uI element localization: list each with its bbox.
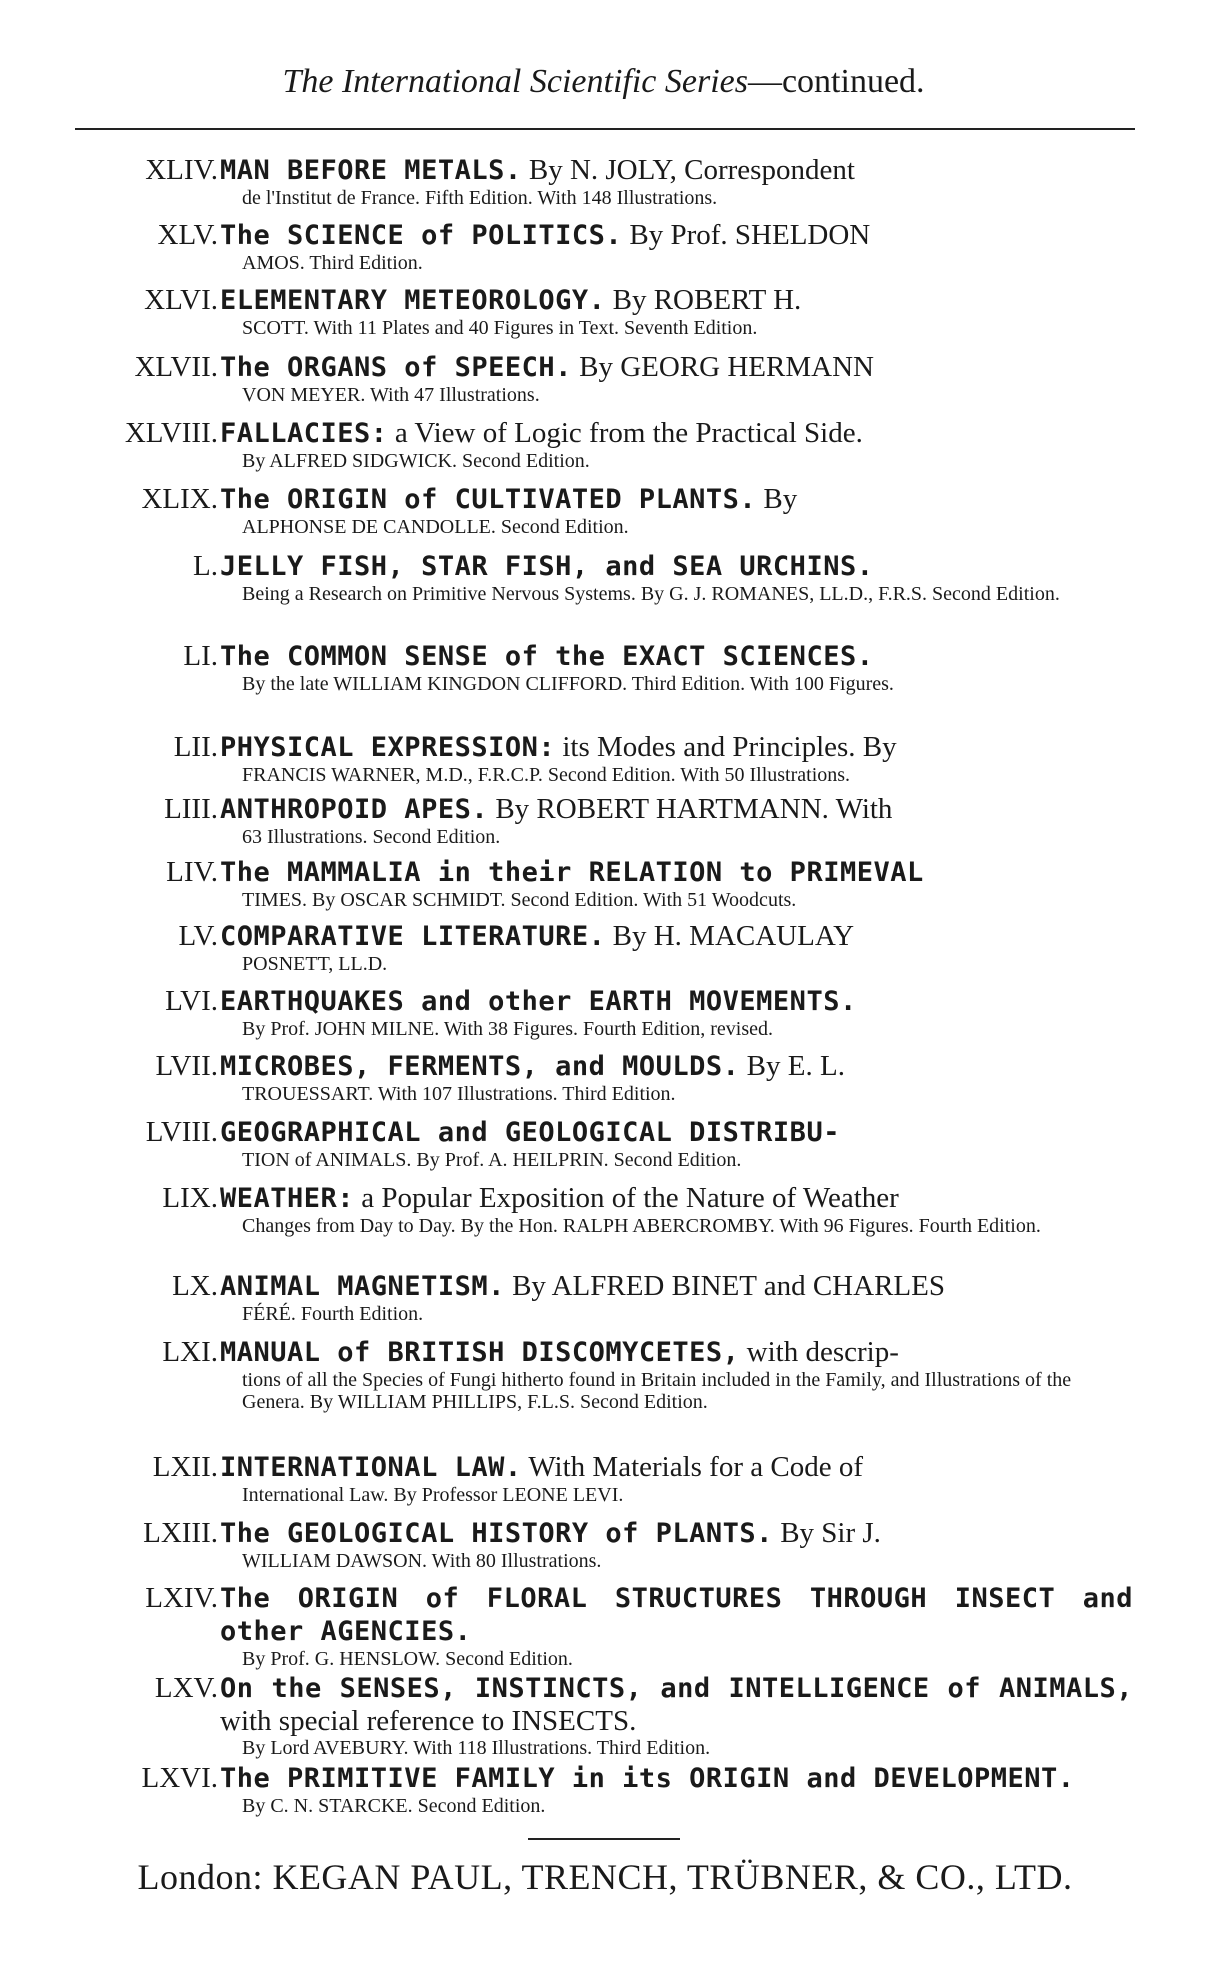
book-details: By the late WILLIAM KINGDON CLIFFORD. Third Edition. With 100 Figures. — [242, 673, 894, 695]
top-rule — [75, 128, 1135, 130]
book-title: The MAMMALIA in their RELATION to PRIMEVAL — [220, 857, 924, 888]
publisher-imprint: London: KEGAN PAUL, TRENCH, TRÜBNER, & CO., LTD. — [137, 1857, 1073, 1897]
volume-number: LXIV. — [145, 1582, 218, 1614]
book-author-line: with descrip- — [739, 1336, 899, 1368]
book-author-line: By ROBERT HARTMANN. With — [488, 793, 893, 825]
book-author-line: By GEORG HERMANN — [571, 351, 874, 383]
book-details: WILLIAM DAWSON. With 80 Illustrations. — [242, 1550, 602, 1572]
book-details: VON MEYER. With 47 Illustrations. — [242, 384, 540, 406]
book-details: FRANCIS WARNER, M.D., F.R.C.P. Second Edition. With 50 Illustrations. — [242, 764, 851, 786]
book-author-line: By H. MACAULAY — [605, 920, 855, 952]
volume-number: LXVI. — [141, 1762, 218, 1794]
book-details: 63 Illustrations. Second Edition. — [242, 826, 501, 848]
book-title: GEOGRAPHICAL and GEOLOGICAL DISTRIBU- — [220, 1117, 840, 1148]
book-title: ANTHROPOID APES. — [220, 794, 489, 825]
volume-number: LXI. — [162, 1336, 218, 1368]
book-title: The ORGANS of SPEECH. — [220, 352, 572, 383]
volume-number: LII. — [173, 731, 218, 763]
book-title: The PRIMITIVE FAMILY in its ORIGIN and DEVELOPMENT. — [220, 1763, 1075, 1794]
book-author-line: a Popular Exposition of the Nature of Weather — [354, 1182, 899, 1214]
book-author-line: By ALFRED BINET and CHARLES — [504, 1270, 945, 1302]
book-title: EARTHQUAKES and other EARTH MOVEMENTS. — [220, 986, 857, 1017]
book-author-line: a View of Logic from the Practical Side. — [387, 417, 863, 449]
book-details: By Prof. JOHN MILNE. With 38 Figures. Fourth Edition, revised. — [242, 1018, 774, 1040]
book-title: The SCIENCE of POLITICS. — [220, 220, 623, 251]
volume-number: LXV. — [154, 1672, 218, 1704]
book-author-line: its Modes and Principles. By — [555, 731, 897, 763]
book-title: FALLACIES: — [220, 418, 388, 449]
continued-label: —continued. — [747, 63, 925, 100]
book-title: MAN BEFORE METALS. — [220, 155, 522, 186]
volume-number: LI. — [183, 640, 218, 672]
book-details: AMOS. Third Edition. — [242, 252, 423, 274]
book-title: COMPARATIVE LITERATURE. — [220, 921, 606, 952]
book-details: TION of ANIMALS. By Prof. A. HEILPRIN. Second Edition. — [242, 1149, 742, 1171]
book-details: TROUESSART. With 107 Illustrations. Third Edition. — [242, 1083, 676, 1105]
volume-number: XLV. — [157, 219, 218, 251]
book-title: The ORIGIN of CULTIVATED PLANTS. — [220, 484, 757, 515]
volume-number: LV. — [178, 920, 218, 952]
book-details: By ALFRED SIDGWICK. Second Edition. — [242, 450, 590, 472]
series-title: The International Scientific Series — [282, 63, 748, 100]
volume-number: XLVII. — [134, 351, 218, 383]
volume-number: LXIII. — [143, 1517, 218, 1549]
volume-number: XLIV. — [145, 154, 218, 186]
volume-number: LXII. — [152, 1451, 218, 1483]
volume-number: LIV. — [166, 856, 218, 888]
book-details: By Lord AVEBURY. With 118 Illustrations. Third Edition. — [242, 1737, 711, 1759]
volume-number: XLIX. — [141, 483, 218, 515]
book-details: Being a Research on Primitive Nervous Systems. By G. J. ROMANES, LL.D., F.R.S. Second Edition. — [242, 583, 1060, 605]
book-details: By Prof. G. HENSLOW. Second Edition. — [242, 1648, 573, 1670]
volume-number: LIX. — [162, 1182, 218, 1214]
book-author-line: with special reference to INSECTS. — [220, 1705, 637, 1737]
volume-number: LIII. — [164, 793, 218, 825]
book-title: The COMMON SENSE of the EXACT SCIENCES. — [220, 641, 874, 672]
book-title: JELLY FISH, STAR FISH, and SEA URCHINS. — [220, 551, 874, 582]
book-title: PHYSICAL EXPRESSION: — [220, 732, 556, 763]
volume-number: L. — [193, 550, 218, 582]
book-title: MICROBES, FERMENTS, and MOULDS. — [220, 1051, 740, 1082]
book-title: MANUAL of BRITISH DISCOMYCETES, — [220, 1337, 740, 1368]
book-details: de l'Institut de France. Fifth Edition. With 148 Illustrations. — [242, 187, 718, 209]
book-title: INTERNATIONAL LAW. — [220, 1452, 522, 1483]
book-details: Changes from Day to Day. By the Hon. RALPH ABERCROMBY. With 96 Figures. Fourth Edition. — [242, 1215, 1041, 1237]
book-author-line: By Prof. SHELDON — [622, 219, 871, 251]
book-title: WEATHER: — [220, 1183, 355, 1214]
book-author-line: By ROBERT H. — [605, 284, 802, 316]
book-author-line: By Sir J. — [772, 1517, 881, 1549]
book-details: By C. N. STARCKE. Second Edition. — [242, 1795, 546, 1817]
page-header — [0, 62, 1207, 102]
book-details: ALPHONSE DE CANDOLLE. Second Edition. — [242, 516, 629, 538]
book-details: International Law. By Professor LEONE LEVI. — [242, 1484, 624, 1506]
volume-number: XLVI. — [144, 284, 218, 316]
book-title: ANIMAL MAGNETISM. — [220, 1271, 505, 1302]
book-author-line: By — [756, 483, 798, 515]
book-details: SCOTT. With 11 Plates and 40 Figures in Text. Seventh Edition. — [242, 317, 758, 339]
book-details: FÉRÉ. Fourth Edition. — [242, 1303, 424, 1325]
book-details: tions of all the Species of Fungi hitherto found in Britain included in the Family, and Illustrations of the Genera. By WILLIAM PHILLIPS, F.L.S. Second Edition. — [242, 1369, 1072, 1413]
book-author-line: By N. JOLY, Correspondent — [521, 154, 855, 186]
volume-number: XLVIII. — [124, 417, 218, 449]
volume-number: LVII. — [155, 1050, 218, 1082]
book-title: The GEOLOGICAL HISTORY of PLANTS. — [220, 1518, 773, 1549]
book-author-line: By E. L. — [739, 1050, 845, 1082]
volume-number: LVI. — [165, 985, 218, 1017]
book-details: POSNETT, LL.D. — [242, 953, 388, 975]
footer-rule — [528, 1838, 680, 1840]
volume-number: LX. — [172, 1270, 218, 1302]
book-author-line: With Materials for a Code of — [521, 1451, 863, 1483]
book-details: TIMES. By OSCAR SCHMIDT. Second Edition. With 51 Woodcuts. — [242, 889, 797, 911]
volume-number: LVIII. — [145, 1116, 218, 1148]
book-title: On the SENSES, INSTINCTS, and INTELLIGENCE of ANIMALS, — [220, 1673, 1133, 1704]
book-title: The ORIGIN of FLORAL STRUCTURES THROUGH INSECT and other AGENCIES. — [220, 1583, 1133, 1647]
book-title: ELEMENTARY METEOROLOGY. — [220, 285, 606, 316]
